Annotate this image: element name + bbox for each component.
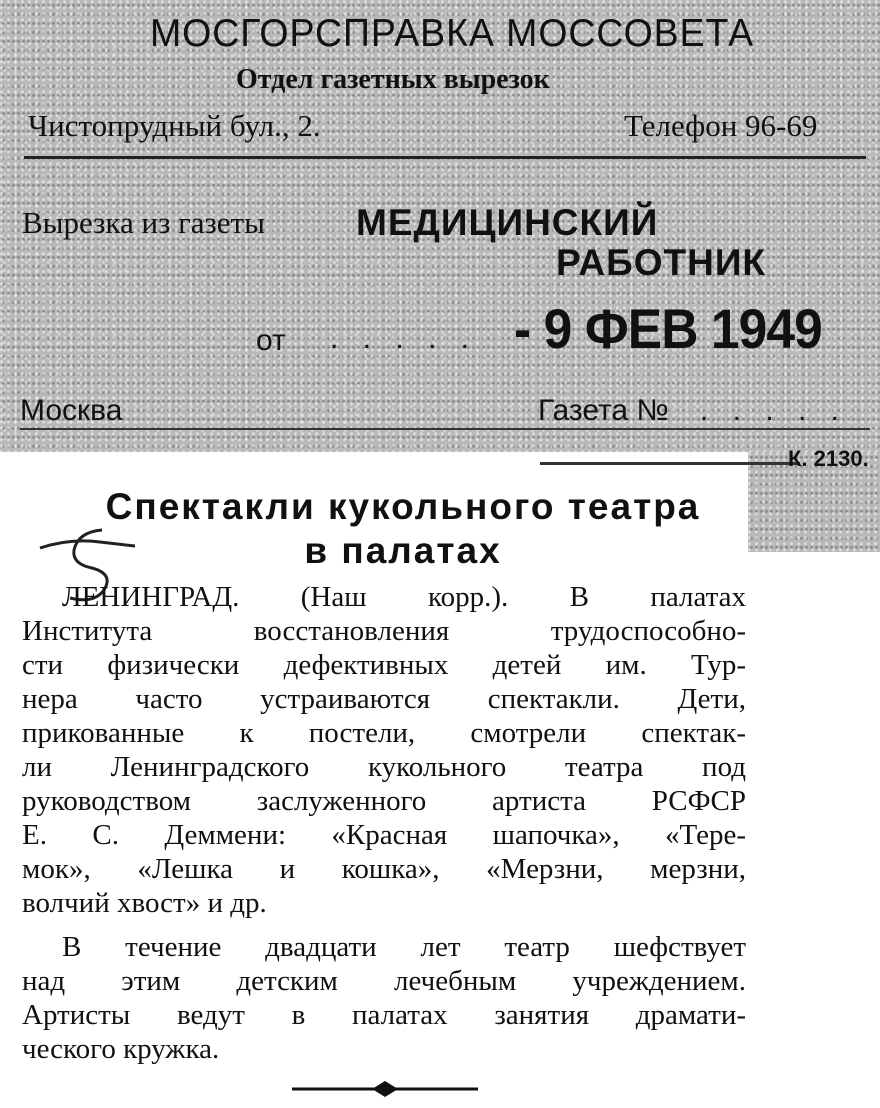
header-rule <box>24 156 866 159</box>
newspaper-name-line1: МЕДИЦИНСКИЙ <box>356 202 659 243</box>
article-line: ли Ленинградского кукольного театра под <box>22 751 746 783</box>
article-line: сти физически дефективных детей им. Тур- <box>22 649 746 681</box>
date-dots: . . . . . <box>330 322 478 355</box>
date-stamp: - 9 ФЕВ 1949 <box>514 297 822 360</box>
article-line: мок», «Лешка и кошка», «Мерзни, мерзни, <box>22 853 746 885</box>
gazeta-dots: . . . . . <box>700 394 848 427</box>
catalog-code: К. 2130. <box>788 446 869 471</box>
gazeta-label: Газета № <box>538 394 669 427</box>
city-rule <box>20 428 870 430</box>
address: Чистопрудный бул., 2. <box>28 108 321 143</box>
article-line: нера часто устраиваются спектакли. Дети, <box>22 683 746 715</box>
headline-line1: Спектакли кукольного театра <box>105 486 701 527</box>
headline-line2: в палатах <box>304 530 502 571</box>
article-line: прикованные к постели, смотрели спектак- <box>22 717 746 749</box>
article-line: волчий хвост» и др. <box>22 887 267 919</box>
cutting-label: Вырезка из газеты <box>22 205 265 240</box>
article-line: Артисты ведут в палатах занятия драмати- <box>22 999 746 1031</box>
city: Москва <box>20 394 123 427</box>
article-line: над этим детским лечебным учреждением. <box>22 965 746 997</box>
article-line: ческого кружка. <box>22 1033 220 1065</box>
department-name: Отдел газетных вырезок <box>236 64 550 95</box>
article-line: Е. С. Деммени: «Красная шапочка», «Тере- <box>22 819 746 851</box>
newspaper-name-line2: РАБОТНИК <box>556 242 767 283</box>
article-line: В течение двадцати лет театр шефствует <box>62 931 746 963</box>
org-name: МОСГОРСПРАВКА МОССОВЕТА <box>150 12 755 55</box>
article-line: руководством заслуженного артиста РСФСР <box>22 785 746 817</box>
from-label: от <box>256 324 286 357</box>
phone: Телефон 96-69 <box>624 108 818 143</box>
end-ornament-icon <box>292 1078 478 1100</box>
article-line: ЛЕНИНГРАД. (Наш корр.). В палатах <box>62 581 746 613</box>
code-rule <box>540 462 800 465</box>
article-line: Института восстановления трудоспособно- <box>22 615 746 647</box>
